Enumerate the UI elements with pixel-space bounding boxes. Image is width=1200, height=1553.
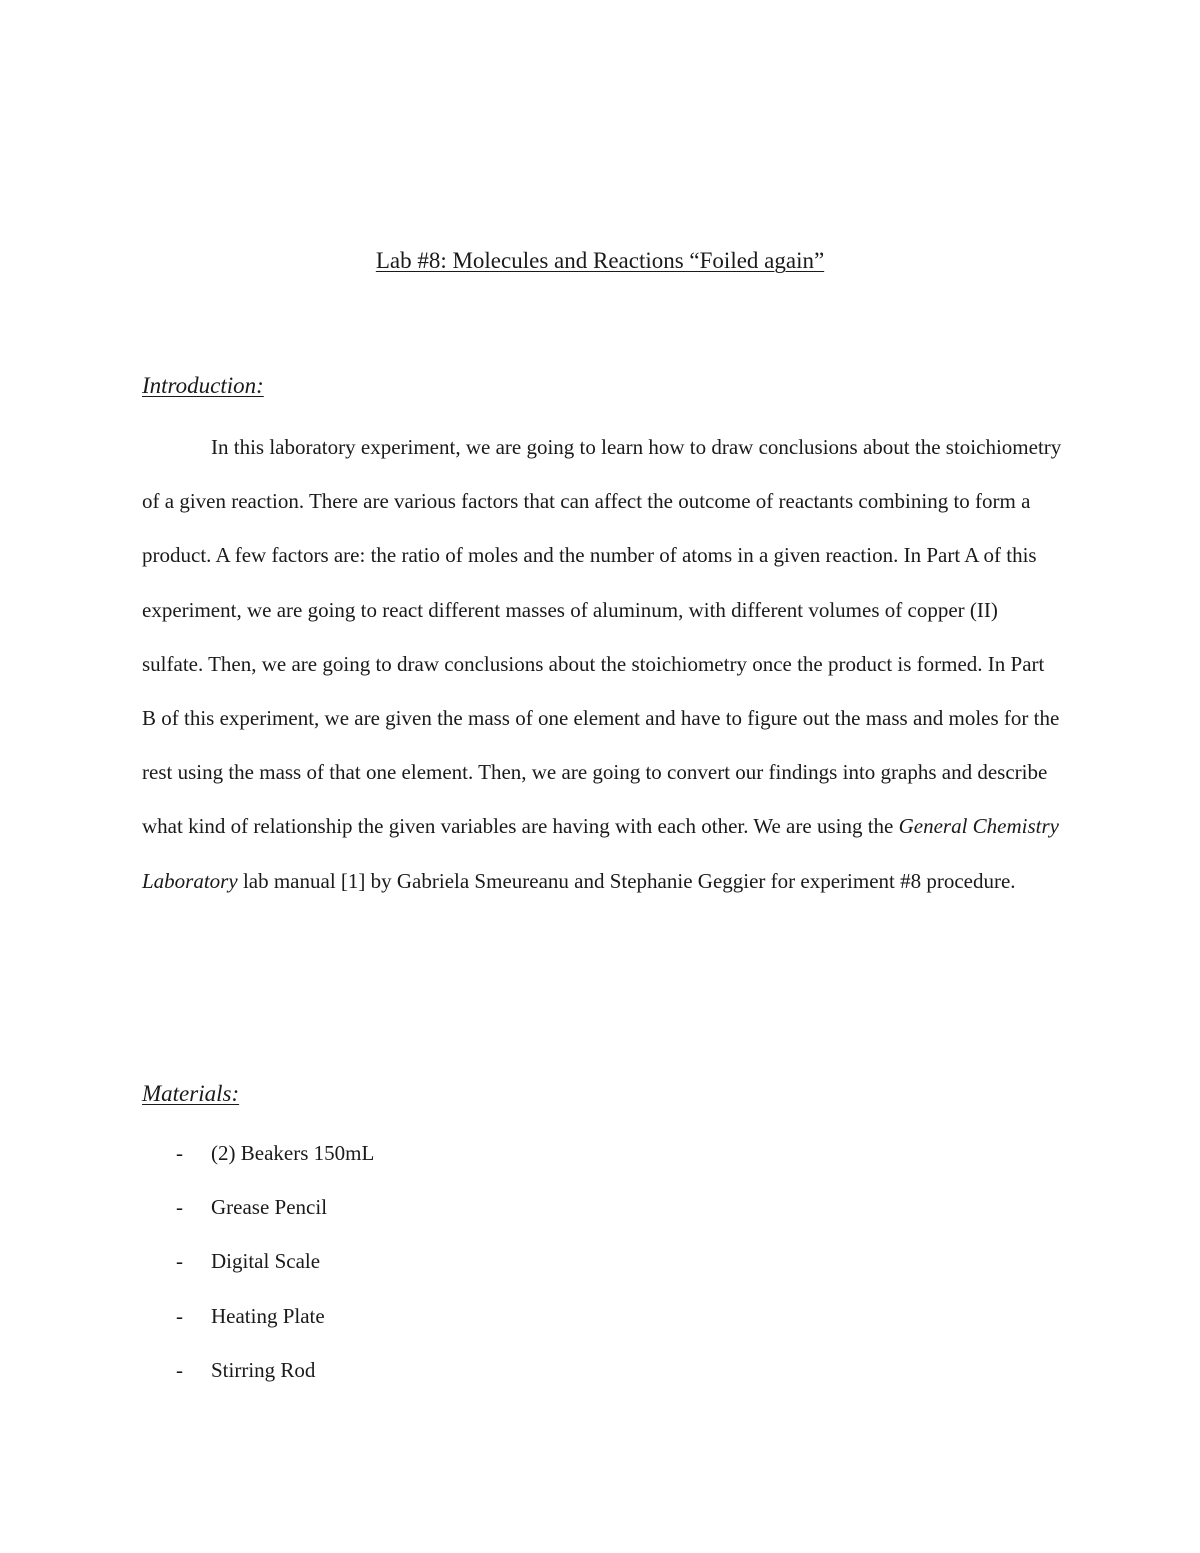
- material-item-grease-pencil: Grease Pencil: [211, 1195, 328, 1220]
- material-item-beakers: (2) Beakers 150mL: [211, 1141, 375, 1165]
- list-bullet: -: [176, 1303, 183, 1328]
- material-item-stirring-rod: Stirring Rod: [211, 1357, 316, 1382]
- list-item: [0, 1238, 1200, 1292]
- introduction-heading: Introduction:: [142, 373, 264, 398]
- introduction-paragraph: [142, 420, 1062, 908]
- list-item: [0, 1184, 1200, 1238]
- lab-manual-title: General Chemistry Laboratory: [142, 814, 1060, 893]
- materials-list: [0, 1130, 1200, 1401]
- material-item-heating-plate: Heating Plate: [211, 1303, 325, 1328]
- list-item: [0, 1293, 1200, 1347]
- list-bullet: -: [176, 1195, 183, 1220]
- list-item: [0, 1130, 1200, 1184]
- list-bullet: -: [176, 1357, 183, 1382]
- introduction-text-part2: lab manual [1] by Gabriela Smeureanu and Stephanie Geggier for experiment #8 procedure.: [237, 868, 1016, 893]
- document-title: Lab #8: Molecules and Reactions “Foiled again”: [375, 248, 825, 273]
- list-item: [0, 1347, 1200, 1401]
- introduction-text-part1: In this laboratory experiment, we are going to learn how to draw conclusions about the stoichiometry of a given reaction. There are various factors that can affect the outcome of reactants combining to form a product. A few factors are: the ratio of moles and the number of atoms in a given reaction. In Part A of this experiment, we are going to react different masses of aluminum, with different volumes of copper (II) sulfate. Then, we are going to draw conclusions about the stoichiometry once the product is formed. In Part B of this experiment, we are given the mass of one element and have to figure out the mass and moles for the rest using the mass of that one element. Then, we are going to convert our findings into graphs and describe what kind of relationship the given variables are having with each other. We are using the: [142, 435, 1062, 839]
- materials-heading: Materials:: [142, 1081, 240, 1106]
- material-item-digital-scale: Digital Scale: [211, 1249, 321, 1274]
- list-bullet: -: [176, 1249, 183, 1274]
- list-bullet: -: [176, 1141, 183, 1165]
